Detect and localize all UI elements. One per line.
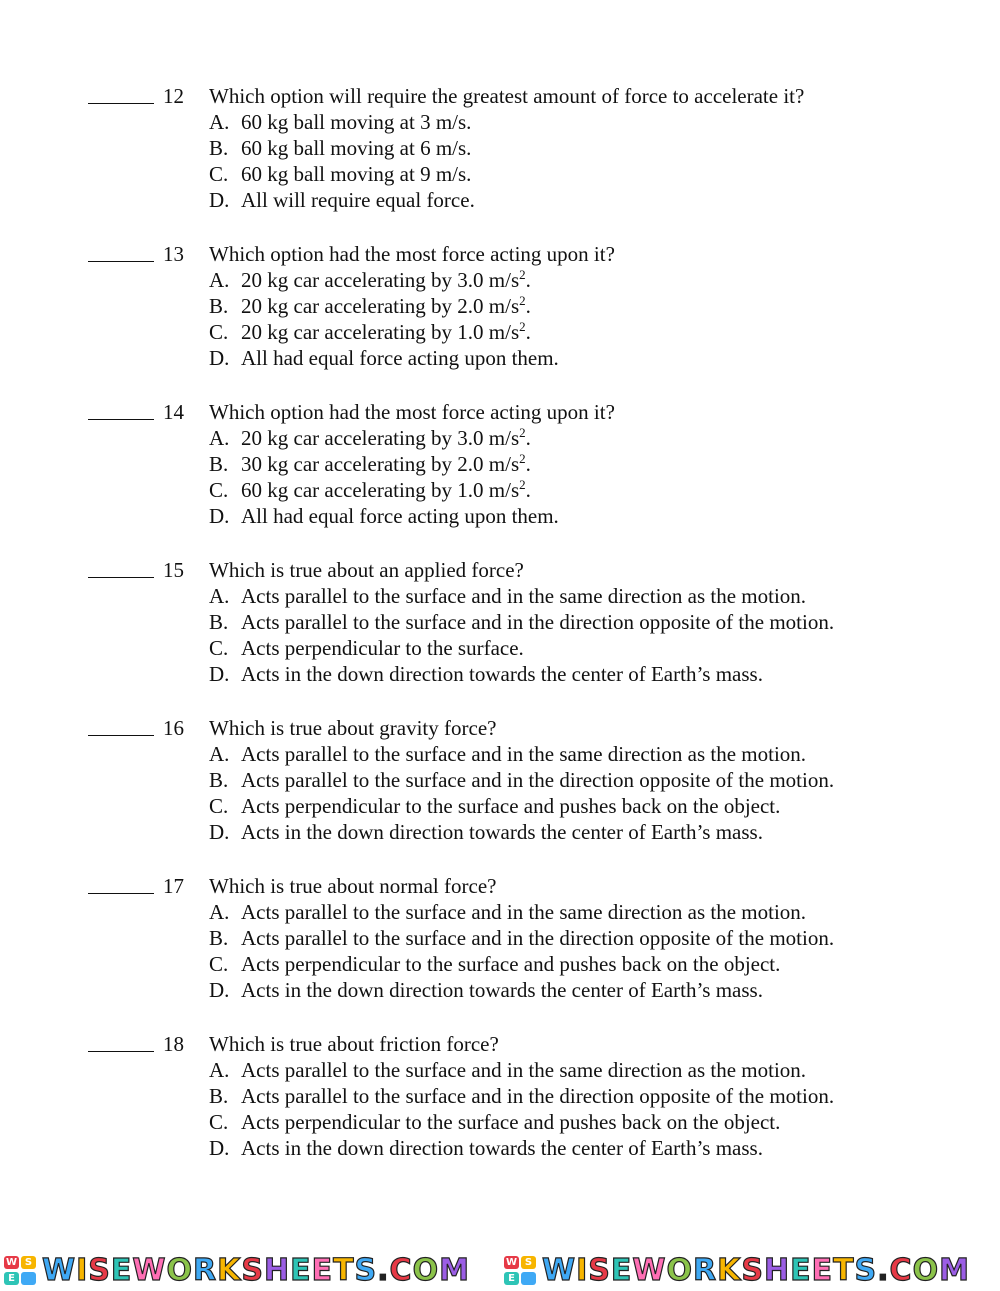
- question-number: 14: [163, 400, 184, 424]
- question-prompt: Which is true about gravity force?: [209, 716, 497, 740]
- footer-watermark: [0, 1253, 1000, 1289]
- wiseworksheets-logo-icon: W S E: [4, 1256, 38, 1286]
- question-number: 13: [163, 242, 184, 266]
- question-number: 15: [163, 558, 184, 582]
- option-d: D. Acts in the down direction towards the center of Earth’s mass.: [209, 662, 763, 686]
- question-prompt: Which is true about normal force?: [209, 874, 497, 898]
- option-b: B. 30 kg car accelerating by 2.0 $m/s^2$.: [209, 451, 531, 476]
- question-number: 12: [163, 84, 184, 108]
- option-c: C. Acts perpendicular to the surface and pushes back on the object.: [209, 794, 781, 818]
- option-a: A. Acts parallel to the surface and in the same direction as the motion.: [209, 742, 807, 766]
- option-a: A. 20 kg car accelerating by 3.0 $m/s^2$.: [209, 425, 531, 450]
- brand-mark-left: [4, 1253, 470, 1289]
- option-d: D. Acts in the down direction towards the center of Earth’s mass.: [209, 1136, 763, 1160]
- answer-blank[interactable]: [88, 577, 154, 578]
- question-prompt: Which is true about friction force?: [209, 1032, 499, 1056]
- option-d: D. Acts in the down direction towards the center of Earth’s mass.: [209, 820, 763, 844]
- option-c: C. Acts perpendicular to the surface and pushes back on the object.: [209, 952, 781, 976]
- option-a: A. Acts parallel to the surface and in the same direction as the motion.: [209, 1058, 807, 1082]
- option-d: D. Acts in the down direction towards the center of Earth’s mass.: [209, 978, 763, 1002]
- option-d: D. All had equal force acting upon them.: [209, 346, 559, 370]
- option-b: B. Acts parallel to the surface and in the direction opposite of the motion.: [209, 926, 835, 950]
- question-number: 18: [163, 1032, 184, 1056]
- brand-mark-right: [504, 1253, 970, 1289]
- option-c: C. 60 kg car accelerating by 1.0 $m/s^2$.: [209, 477, 531, 502]
- option-c: C. 20 kg car accelerating by 1.0 $m/s^2$.: [209, 319, 531, 344]
- option-b: B. 60 kg ball moving at 6 m/s.: [209, 136, 472, 160]
- option-b: B. Acts parallel to the surface and in the direction opposite of the motion.: [209, 768, 835, 792]
- answer-blank[interactable]: [88, 1051, 154, 1052]
- question-prompt: Which option will require the greatest amount of force to accelerate it?: [209, 84, 805, 108]
- question-prompt: Which option had the most force acting upon it?: [209, 400, 615, 424]
- option-a: A. Acts parallel to the surface and in the same direction as the motion.: [209, 584, 807, 608]
- answer-blank[interactable]: [88, 261, 154, 262]
- option-a: A. Acts parallel to the surface and in the same direction as the motion.: [209, 900, 807, 924]
- option-b: B. 20 kg car accelerating by 2.0 $m/s^2$.: [209, 293, 531, 318]
- brand-text: WISEWORKSHEETS.COM: [542, 1253, 970, 1288]
- answer-blank[interactable]: [88, 893, 154, 894]
- question-number: 16: [163, 716, 184, 740]
- option-d: D. All had equal force acting upon them.: [209, 504, 559, 528]
- question-prompt: Which is true about an applied force?: [209, 558, 524, 582]
- option-b: B. Acts parallel to the surface and in the direction opposite of the motion.: [209, 610, 835, 634]
- option-d: D. All will require equal force.: [209, 188, 475, 212]
- option-c: C. Acts perpendicular to the surface.: [209, 636, 524, 660]
- question-prompt: Which option had the most force acting upon it?: [209, 242, 615, 266]
- option-a: A. 60 kg ball moving at 3 m/s.: [209, 110, 472, 134]
- answer-blank[interactable]: [88, 735, 154, 736]
- wiseworksheets-logo-icon: W S E: [504, 1256, 538, 1286]
- option-c: C. Acts perpendicular to the surface and pushes back on the object.: [209, 1110, 781, 1134]
- option-c: C. 60 kg ball moving at 9 m/s.: [209, 162, 472, 186]
- option-b: B. Acts parallel to the surface and in the direction opposite of the motion.: [209, 1084, 835, 1108]
- answer-blank[interactable]: [88, 103, 154, 104]
- brand-text: WISEWORKSHEETS.COM: [42, 1253, 470, 1288]
- option-a: A. 20 kg car accelerating by 3.0 $m/s^2$.: [209, 267, 531, 292]
- answer-blank[interactable]: [88, 419, 154, 420]
- question-number: 17: [163, 874, 184, 898]
